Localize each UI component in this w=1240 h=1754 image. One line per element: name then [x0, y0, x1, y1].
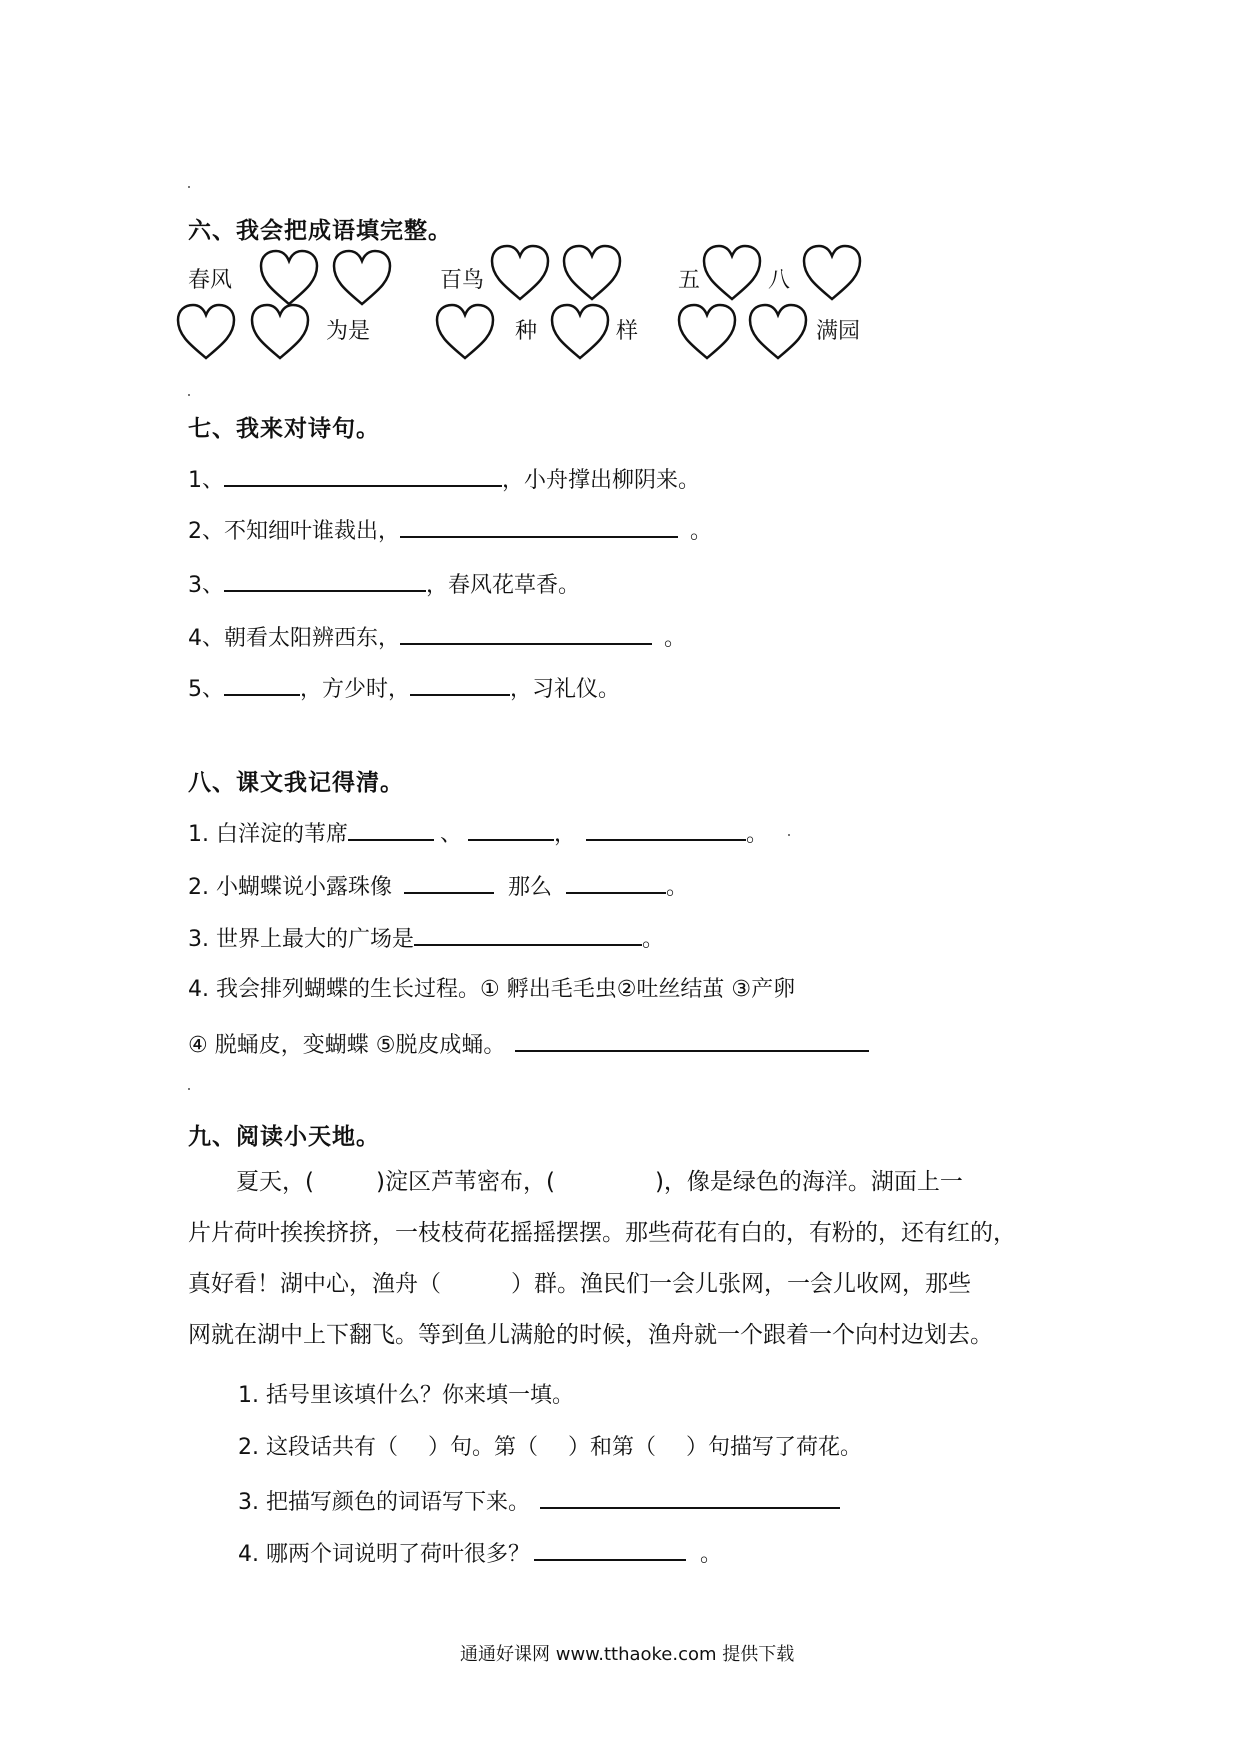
idiom-5-blank-1-heart-icon[interactable] [433, 302, 497, 362]
text-line-2-blank-1[interactable] [404, 868, 494, 894]
poem-line-3-number: 3、 [188, 573, 224, 598]
question-3 [238, 1483, 840, 1516]
poem-line-3 [188, 566, 580, 599]
question-3-blank[interactable] [540, 1483, 840, 1509]
scan-speck [188, 394, 190, 396]
text-line-1 [188, 815, 768, 848]
idiom-6-suffix: 满园 [816, 319, 861, 344]
passage-line-1-c: )，像是绿色的海洋。湖面上一 [654, 1169, 963, 1195]
idiom-1-blank-2-heart-icon[interactable] [330, 248, 394, 308]
poem-line-2-end: 。 [690, 519, 713, 544]
text-line-1-end: 。 [746, 822, 769, 847]
idiom-1-prefix: 春风 [188, 268, 233, 293]
idiom-2-blank-1-heart-icon[interactable] [488, 243, 552, 303]
text-line-5-text: ④ 脱蛹皮，变蝴蝶 ⑤脱皮成蛹。 [188, 1033, 506, 1058]
idiom-5-middle: 种 [515, 319, 538, 344]
idiom-2-blank-2-heart-icon[interactable] [560, 243, 624, 303]
poem-line-5-blank-2[interactable] [410, 670, 510, 696]
question-4-text: 4. 哪两个词说明了荷叶很多？ [238, 1542, 530, 1567]
idiom-6-blank-2-heart-icon[interactable] [746, 302, 810, 362]
text-line-1-sep-1: 、 [439, 822, 462, 847]
section-7-title: 七、我来对诗句。 [188, 416, 380, 442]
question-4 [238, 1535, 722, 1568]
passage-line-3 [188, 1259, 1068, 1310]
text-line-4: 4. 我会排列蝴蝶的生长过程。① 孵出毛毛虫②吐丝结茧 ③产卵 [188, 977, 796, 1002]
idiom-6-blank-1-heart-icon[interactable] [675, 302, 739, 362]
passage-line-3-b: ）群。渔民们一会儿张网，一会儿收网，那些 [511, 1271, 971, 1297]
question-1: 1. 括号里该填什么？你来填一填。 [238, 1383, 574, 1408]
idiom-3-middle: 八 [768, 268, 791, 293]
section-8-title: 八、课文我记得清。 [188, 770, 404, 796]
idiom-3-blank-2-heart-icon[interactable] [800, 243, 864, 303]
question-4-end: 。 [699, 1542, 722, 1567]
question-2-c: ）和第（ [568, 1435, 657, 1460]
idiom-3-prefix: 五 [678, 268, 701, 293]
text-line-1-sep-2: ， [554, 822, 577, 847]
poem-line-3-text: ，春风花草香。 [426, 573, 581, 598]
text-line-3-blank[interactable] [414, 920, 642, 946]
passage-line-1-a: 夏天，( [236, 1169, 314, 1195]
text-line-1-blank-3[interactable] [586, 815, 746, 841]
idiom-1-blank-1-heart-icon[interactable] [257, 248, 321, 308]
poem-line-5 [188, 670, 620, 703]
text-line-3-text: 3. 世界上最大的广场是 [188, 927, 414, 952]
poem-line-1-blank[interactable] [224, 461, 502, 487]
text-line-5-blank[interactable] [515, 1026, 869, 1052]
text-line-2-mid: 那么 [507, 875, 552, 900]
poem-line-2-blank[interactable] [400, 512, 678, 538]
section-9-title: 九、阅读小天地。 [188, 1124, 380, 1150]
passage-line-2: 片片荷叶挨挨挤挤，一枝枝荷花摇摇摆摆。那些荷花有白的，有粉的，还有红的， [188, 1220, 1016, 1246]
text-line-5 [188, 1026, 869, 1059]
poem-line-1-number: 1、 [188, 468, 224, 493]
passage-line-3-a: 真好看！湖中心，渔舟（ [188, 1271, 441, 1297]
poem-line-2 [188, 512, 712, 545]
passage-line-1 [188, 1157, 1068, 1208]
poem-line-4-blank[interactable] [400, 619, 652, 645]
question-2-a: 2. 这段话共有（ [238, 1435, 398, 1460]
poem-line-1-text: ，小舟撑出柳阴来。 [502, 468, 701, 493]
text-line-2 [188, 868, 688, 901]
poem-line-2-text: 2、不知细叶谁裁出， [188, 519, 400, 544]
text-line-1-blank-1[interactable] [348, 815, 434, 841]
poem-line-5-text-2: ，习礼仪。 [510, 677, 621, 702]
poem-line-4-text: 4、朝看太阳辨西东， [188, 626, 400, 651]
footer-text: 通通好课网 www.tthaoke.com 提供下载 [460, 1644, 795, 1665]
text-line-3-end: 。 [641, 927, 664, 952]
section-6-title: 六、我会把成语填完整。 [188, 218, 452, 244]
passage-line-1-b: )淀区芦苇密布，( [375, 1169, 555, 1195]
question-2-d: ）句描写了荷花。 [686, 1435, 863, 1460]
text-line-2-blank-2[interactable] [566, 868, 666, 894]
idiom-5-blank-2-heart-icon[interactable] [548, 302, 612, 362]
idiom-4-blank-1-heart-icon[interactable] [174, 302, 238, 362]
poem-line-1 [188, 461, 700, 494]
text-line-2-end: 。 [666, 875, 689, 900]
poem-line-4-end: 。 [664, 626, 687, 651]
scan-speck [788, 834, 790, 836]
idiom-4-suffix: 为是 [326, 319, 371, 344]
poem-line-5-number: 5、 [188, 677, 224, 702]
question-4-blank[interactable] [534, 1535, 686, 1561]
poem-line-5-text-1: ，方少时， [300, 677, 411, 702]
question-2 [238, 1430, 862, 1461]
question-2-b: ）句。第（ [427, 1435, 538, 1460]
poem-line-5-blank-1[interactable] [224, 670, 300, 696]
question-3-text: 3. 把描写颜色的词语写下来。 [238, 1490, 530, 1515]
text-line-2-text: 2. 小蝴蝶说小露珠像 [188, 875, 392, 900]
idiom-5-suffix: 样 [616, 319, 639, 344]
poem-line-3-blank[interactable] [224, 566, 426, 592]
text-line-3 [188, 920, 664, 953]
idiom-3-blank-1-heart-icon[interactable] [700, 243, 764, 303]
reading-passage [188, 1157, 1068, 1361]
passage-line-4: 网就在湖中上下翻飞。等到鱼儿满舱的时候，渔舟就一个跟着一个向村边划去。 [188, 1322, 993, 1348]
idiom-2-prefix: 百鸟 [440, 268, 485, 293]
poem-line-4 [188, 619, 686, 652]
scan-speck [188, 1088, 190, 1090]
text-line-1-text: 1. 白洋淀的苇席 [188, 822, 348, 847]
text-line-1-blank-2[interactable] [468, 815, 554, 841]
idiom-4-blank-2-heart-icon[interactable] [248, 302, 312, 362]
scan-speck [188, 186, 190, 188]
